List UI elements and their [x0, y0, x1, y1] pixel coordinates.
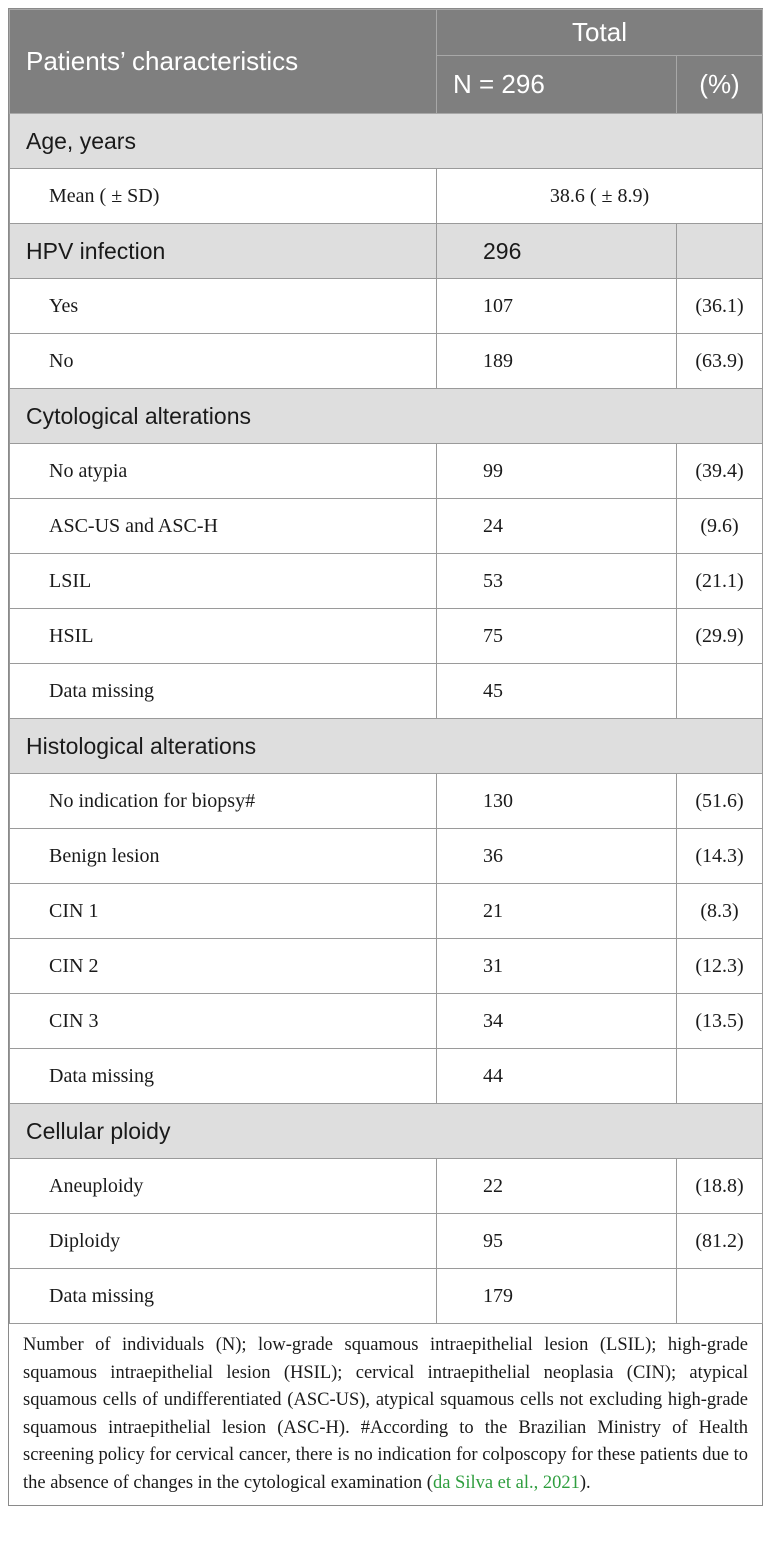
row-label: Data missing [10, 664, 437, 719]
row-count: 130 [437, 774, 677, 829]
row-count: 179 [437, 1269, 677, 1324]
table-row [10, 994, 763, 1049]
row-count: 21 [437, 884, 677, 939]
row-label: CIN 1 [10, 884, 437, 939]
footnote-text-end: ). [579, 1472, 591, 1493]
section-label: Cytological alterations [10, 389, 763, 444]
row-count: 24 [437, 499, 677, 554]
row-percent: (51.6) [677, 774, 763, 829]
row-percent: (18.8) [677, 1159, 763, 1214]
section-label: Age, years [10, 114, 763, 169]
row-percent: (29.9) [677, 609, 763, 664]
row-percent: (8.3) [677, 884, 763, 939]
row-percent: (12.3) [677, 939, 763, 994]
row-count: 34 [437, 994, 677, 1049]
table-row [10, 334, 763, 389]
table-row [10, 664, 763, 719]
table-row [10, 169, 763, 224]
section-row-histology [10, 719, 763, 774]
row-percent: (21.1) [677, 554, 763, 609]
row-count: 189 [437, 334, 677, 389]
table-row [10, 884, 763, 939]
row-count: 31 [437, 939, 677, 994]
row-percent: (14.3) [677, 829, 763, 884]
row-percent: (39.4) [677, 444, 763, 499]
row-label: Diploidy [10, 1214, 437, 1269]
row-percent: (81.2) [677, 1214, 763, 1269]
section-label: Cellular ploidy [10, 1104, 763, 1159]
row-count: 22 [437, 1159, 677, 1214]
row-percent: (9.6) [677, 499, 763, 554]
table-row [10, 829, 763, 884]
patients-characteristics-table [9, 9, 763, 1324]
table-row [10, 499, 763, 554]
n-header: N = 296 [437, 56, 677, 114]
row-percent [677, 664, 763, 719]
row-label: No indication for biopsy# [10, 774, 437, 829]
section-row-hpv [10, 224, 763, 279]
section-count: 296 [437, 224, 677, 279]
table-row [10, 554, 763, 609]
row-label: ASC-US and ASC-H [10, 499, 437, 554]
row-percent: (36.1) [677, 279, 763, 334]
total-header: Total [437, 10, 763, 56]
table-row [10, 444, 763, 499]
characteristics-header: Patients’ characteristics [10, 10, 437, 114]
section-empty-cell [677, 224, 763, 279]
section-row-ploidy [10, 1104, 763, 1159]
table-row [10, 279, 763, 334]
row-label: HSIL [10, 609, 437, 664]
row-label: Yes [10, 279, 437, 334]
row-count: 45 [437, 664, 677, 719]
row-label: No [10, 334, 437, 389]
table-footnote [9, 1324, 762, 1505]
row-count: 95 [437, 1214, 677, 1269]
row-count: 44 [437, 1049, 677, 1104]
row-label: Data missing [10, 1049, 437, 1104]
row-count: 53 [437, 554, 677, 609]
table-row [10, 609, 763, 664]
row-label: Data missing [10, 1269, 437, 1324]
row-label: Benign lesion [10, 829, 437, 884]
percent-header: (%) [677, 56, 763, 114]
row-label: CIN 2 [10, 939, 437, 994]
row-label: No atypia [10, 444, 437, 499]
row-percent: (63.9) [677, 334, 763, 389]
row-label: Mean ( ± SD) [10, 169, 437, 224]
table-row [10, 1214, 763, 1269]
row-count: 107 [437, 279, 677, 334]
table-row [10, 1269, 763, 1324]
row-count: 99 [437, 444, 677, 499]
row-percent [677, 1269, 763, 1324]
row-label: CIN 3 [10, 994, 437, 1049]
section-row-age [10, 114, 763, 169]
row-label: Aneuploidy [10, 1159, 437, 1214]
table-container [8, 8, 763, 1506]
section-label: HPV infection [10, 224, 437, 279]
table-row [10, 1049, 763, 1104]
row-percent [677, 1049, 763, 1104]
table-row [10, 939, 763, 994]
row-count: 75 [437, 609, 677, 664]
row-count: 36 [437, 829, 677, 884]
citation-link[interactable]: da Silva et al., 2021 [432, 1472, 580, 1493]
footnote-text: Number of individuals (N); low-grade squamous intraepithelial lesion (LSIL); high-grade squamous intraepithelial lesion (HSIL); cervical intraepithelial neoplasia (CIN); atypical squamous cells of undifferentiated (ASC-US), atypical squamous cells not excluding high-grade squamous intraepithelial lesion (ASC-H). #According to the Brazilian Ministry of Health screening policy for cervical cancer, there is no indication for colposcopy for these patients due to the absence of changes in the cytological examination ( [23, 1335, 748, 1493]
table-row [10, 1159, 763, 1214]
row-label: LSIL [10, 554, 437, 609]
section-row-cytology [10, 389, 763, 444]
section-label: Histological alterations [10, 719, 763, 774]
table-row [10, 774, 763, 829]
row-percent: (13.5) [677, 994, 763, 1049]
mean-value: 38.6 ( ± 8.9) [437, 169, 763, 224]
